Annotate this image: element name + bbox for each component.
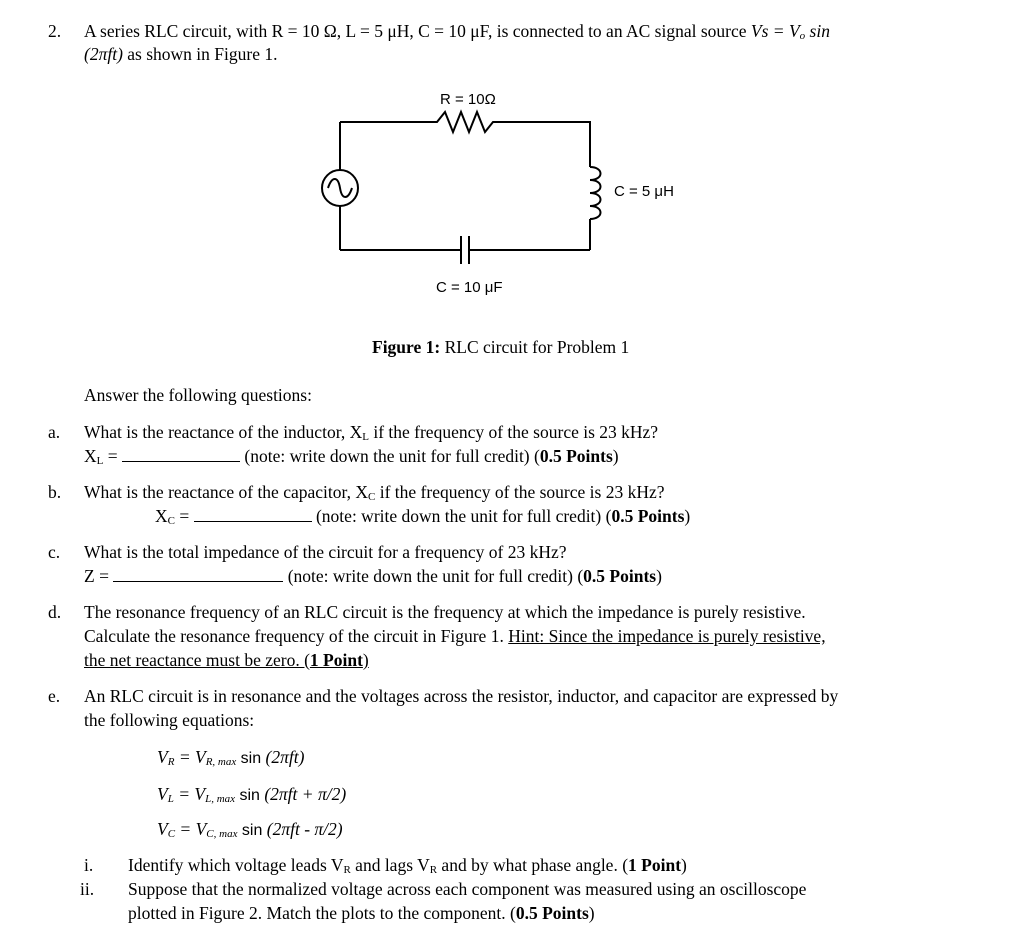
question-e-line2: the following equations: (84, 710, 255, 730)
qb-ans-label: X (155, 506, 168, 526)
eq2-max: L, max (205, 793, 236, 805)
eq2-arg: (2πft + π/2) (259, 784, 347, 804)
qa-sub: L (362, 431, 369, 443)
inductor-icon (590, 167, 601, 250)
resistor-label: R = 10Ω (440, 91, 496, 108)
eq1-lhs: V (157, 747, 168, 767)
answer-blank-b[interactable] (194, 507, 312, 522)
qb-t2: if the frequency of the source is 23 kHz? (375, 482, 665, 502)
si-sub2: R (429, 864, 438, 876)
qb-sub: C (368, 491, 376, 503)
sub-i-marker: i. (84, 855, 94, 875)
eq3-eq: = V (175, 819, 207, 839)
top-wire (340, 112, 590, 167)
qc-points: 0.5 Points (583, 566, 657, 586)
sub-ii-marker: ii. (80, 879, 95, 899)
si-sub1: R (343, 864, 351, 876)
caption-rest: RLC circuit for Problem 1 (440, 337, 630, 357)
question-e-line1: An RLC circuit is in resonance and the voltages across the resistor, inductor, and capacitor are expressed by (84, 686, 839, 706)
qd-close: ) (362, 650, 369, 670)
question-e-marker: e. (48, 686, 61, 706)
eq2-eq: = V (173, 784, 206, 804)
sii-close: ) (588, 903, 595, 923)
qb-ans-eq: = (174, 506, 194, 526)
qa-points: 0.5 Points (539, 446, 613, 466)
qc-note: (note: write down the unit for full credit) ( (283, 566, 584, 586)
qd-l3: the net reactance must be zero. ( (84, 650, 310, 670)
intro-expr: (2πft) (84, 44, 123, 64)
question-d-marker: d. (48, 602, 62, 622)
equation-vc (157, 818, 343, 845)
question-a-answer (84, 445, 619, 472)
qb-note: (note: write down the unit for full credit) ( (311, 506, 612, 526)
sub-ii-line2 (128, 902, 595, 924)
answer-blank-a[interactable] (122, 447, 240, 462)
answer-blank-c[interactable] (113, 567, 283, 582)
question-d-line3 (84, 649, 369, 671)
caption-bold: Figure 1: (372, 337, 441, 357)
equation-vr (157, 746, 304, 773)
si-points: 1 Point (628, 855, 682, 875)
qb-close: ) (684, 506, 691, 526)
sub-i-text (128, 854, 687, 881)
qd-l2-pre: Calculate the resonance frequency of the circuit in Figure 1. (84, 626, 509, 646)
sii-l2: plotted in Figure 2. Match the plots to the component. ( (128, 903, 516, 923)
answer-prompt: Answer the following questions: (84, 385, 312, 405)
qb-points: 0.5 Points (611, 506, 685, 526)
question-a-text (84, 421, 658, 448)
intro-sin: sin (805, 21, 830, 41)
rlc-circuit-diagram (0, 0, 1024, 330)
question-c-marker: c. (48, 542, 61, 562)
qa-t1: What is the reactance of the inductor, X (84, 422, 363, 442)
eq1-eq: = V (174, 747, 206, 767)
question-c-answer (84, 565, 662, 587)
inductor-label: C = 5 μH (614, 183, 674, 200)
eq2-lhs: V (157, 784, 168, 804)
qa-t2: if the frequency of the source is 23 kHz? (368, 422, 659, 442)
qc-close: ) (656, 566, 662, 586)
question-b-marker: b. (48, 482, 62, 502)
qa-ans-sub: L (96, 455, 104, 467)
figure-caption (372, 337, 629, 358)
eq3-sin: sin (237, 822, 263, 839)
question-d-line1: The resonance frequency of an RLC circuit is the frequency at which the impedance is purely resistive. (84, 602, 806, 622)
qa-note: (note: write down the unit for full credit) ( (240, 446, 540, 466)
question-c-text: What is the total impedance of the circuit for a frequency of 23 kHz? (84, 542, 567, 562)
intro-o-sub: o (799, 30, 806, 42)
qa-ans-label: X (84, 446, 97, 466)
eq1-lhs-sub: R (167, 756, 175, 768)
si-t1: Identify which voltage leads V (128, 855, 344, 875)
si-t2: and lags V (350, 855, 430, 875)
eq1-arg: (2πft) (261, 747, 305, 767)
problem-number: 2. (48, 21, 62, 41)
qd-hint: Hint: Since the impedance is purely resistive, (508, 626, 826, 646)
question-d-line2 (84, 625, 826, 647)
sub-ii-line1: Suppose that the normalized voltage across each component was measured using an oscilloscope (128, 879, 807, 899)
qa-close: ) (612, 446, 619, 466)
qa-ans-eq: = (103, 446, 122, 466)
question-a-marker: a. (48, 422, 61, 442)
intro-rest: as shown in Figure 1. (122, 44, 278, 64)
eq1-max: R, max (205, 756, 237, 768)
eq2-sin: sin (235, 787, 260, 804)
qd-points: 1 Point (309, 650, 363, 670)
intro-vs: Vs = V (750, 21, 800, 41)
question-b-text (84, 481, 665, 508)
eq2-lhs-sub: L (167, 793, 174, 805)
qb-ans-sub: C (167, 515, 175, 527)
capacitor-label: C = 10 μF (436, 279, 503, 296)
sii-points: 0.5 Points (515, 903, 589, 923)
si-close: ) (681, 855, 687, 875)
intro-text: A series RLC circuit, with R = 10 Ω, L = 5 μH, C = 10 μF, is connected to an AC signal source (84, 21, 751, 41)
qc-ans-label: Z = (84, 566, 114, 586)
eq1-sin: sin (236, 750, 262, 767)
question-b-answer (155, 505, 690, 532)
si-t3: and by what phase angle. ( (437, 855, 629, 875)
eq3-lhs-sub: C (167, 828, 176, 840)
equation-vl (157, 783, 346, 810)
eq3-max: C, max (206, 828, 238, 840)
eq3-lhs: V (157, 819, 168, 839)
eq3-arg: (2πft - π/2) (262, 819, 343, 839)
qb-t1: What is the reactance of the capacitor, X (84, 482, 369, 502)
